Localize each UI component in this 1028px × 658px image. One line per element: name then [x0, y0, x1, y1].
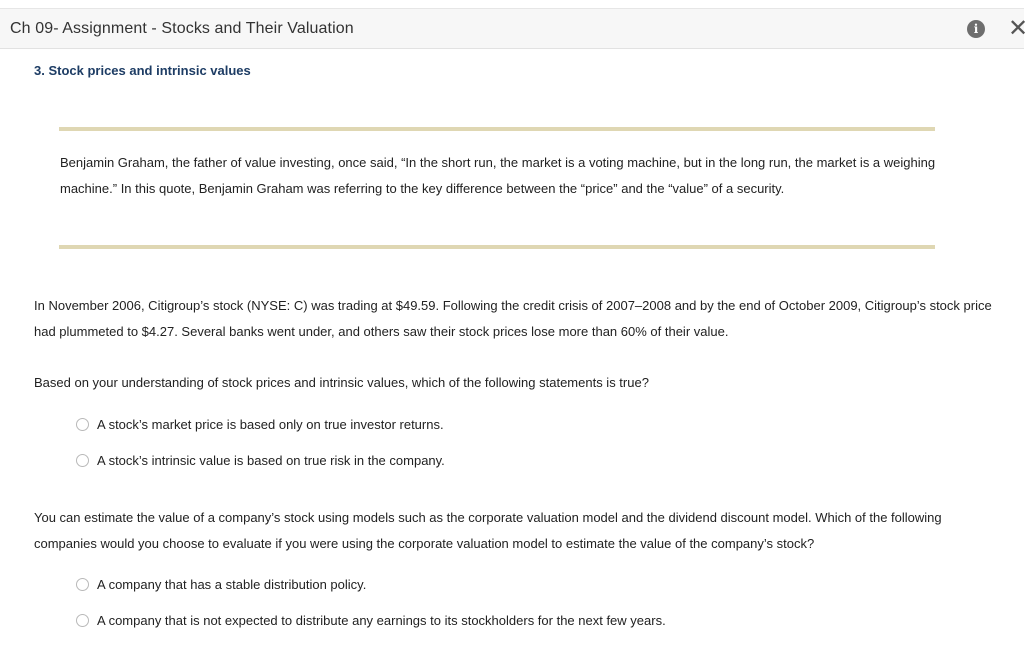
- option-label: A company that is not expected to distribute any earnings to its stockholders for the next few years.: [97, 613, 666, 628]
- radio-button[interactable]: [76, 418, 89, 431]
- quote-bottom-divider: [59, 245, 935, 249]
- part2-option-1[interactable]: [76, 575, 366, 595]
- part1-option-1[interactable]: [76, 415, 444, 435]
- quote-top-divider: [59, 127, 935, 131]
- context-paragraph: In November 2006, Citigroup’s stock (NYSE: C) was trading at $49.59. Following the credit crisis of 2007–2008 and by the end of October 2009, Citigroup’s stock price had plummeted to $4.27. Several banks went under, and others saw their stock prices lose more than 60% of their value.: [34, 298, 992, 339]
- top-strip: [0, 0, 1024, 8]
- option-label: A stock’s market price is based only on true investor returns.: [97, 417, 444, 432]
- assignment-title: Ch 09- Assignment - Stocks and Their Valuation: [10, 20, 354, 37]
- option-label: A stock’s intrinsic value is based on true risk in the company.: [97, 453, 445, 468]
- part1-option-2[interactable]: [76, 451, 445, 471]
- part2-option-2[interactable]: [76, 611, 666, 631]
- question-heading: 3. Stock prices and intrinsic values: [34, 63, 251, 78]
- option-label: A company that has a stable distribution policy.: [97, 577, 367, 592]
- radio-button[interactable]: [76, 578, 89, 591]
- part2-prompt: You can estimate the value of a company’s stock using models such as the corporate valuation model and the dividend discount model. Which of the following companies would you choose to evaluate if you were using the corporate valuation model to estimate the value of the company’s stock?: [34, 510, 942, 551]
- close-icon[interactable]: ✕: [1008, 15, 1028, 42]
- quote-text: Benjamin Graham, the father of value investing, once said, “In the short run, the market is a voting machine, but in the long run, the market is a weighing machine.” In this quote, Benjamin Graham was referring to the key difference between the “price” and the “value” of a security.: [60, 155, 936, 196]
- info-icon[interactable]: i: [967, 20, 985, 38]
- part1-prompt: Based on your understanding of stock prices and intrinsic values, which of the following statements is true?: [34, 375, 649, 390]
- radio-button[interactable]: [76, 614, 89, 627]
- assignment-header: [0, 8, 1028, 49]
- radio-button[interactable]: [76, 454, 89, 467]
